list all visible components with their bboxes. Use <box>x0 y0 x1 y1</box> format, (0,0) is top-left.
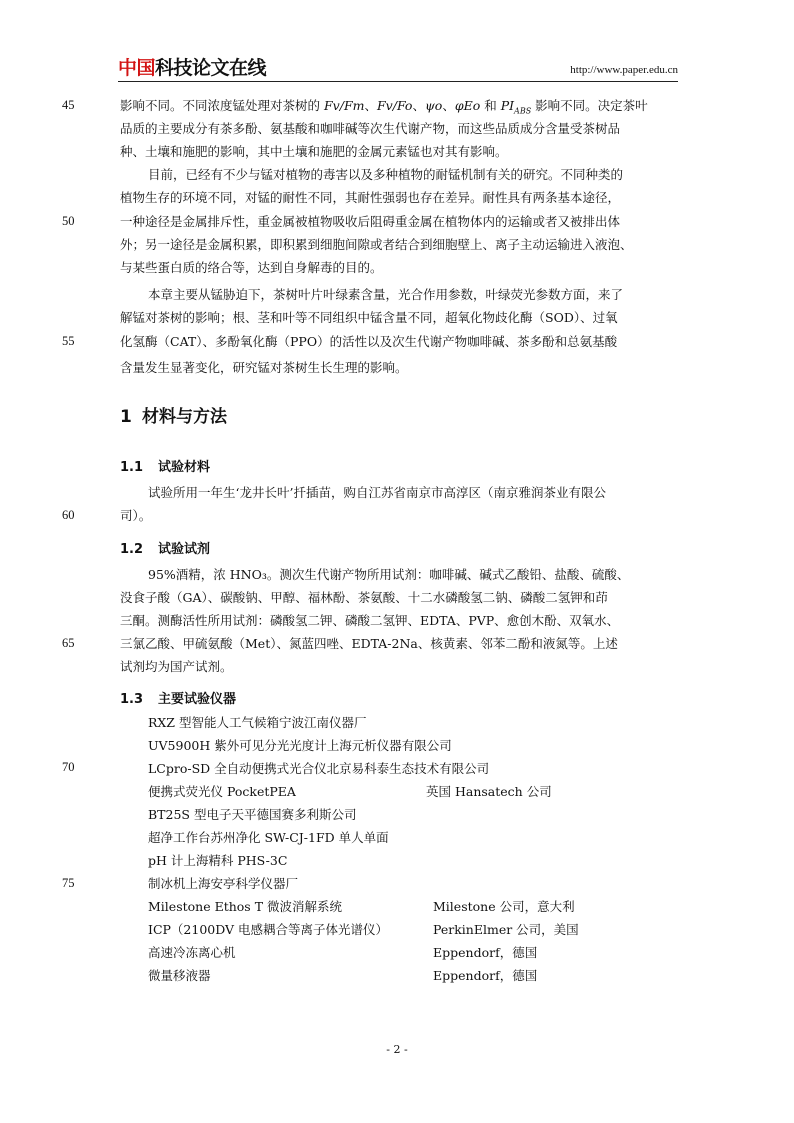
instrument-name: 制冰机上海安亭科学仪器厂 <box>148 876 299 891</box>
symbol-pi: PI <box>500 98 515 113</box>
body-line: 三氯乙酸、甲硫氨酸（Met）、氮蓝四唑、EDTA-2Na、核黄素、邻苯二酚和液氮等。上述 <box>120 636 618 651</box>
subsection-heading <box>120 688 236 707</box>
body-line: 司）。 <box>120 508 152 523</box>
subsection-title: 试验材料 <box>158 460 211 475</box>
body-line: 三酮。测酶活性所用试剂：磷酸氢二钾、磷酸二氢钾、EDTA、PVP、愈创木酚、双氧水、 <box>120 613 620 628</box>
header-url[interactable]: http://www.paper.edu.cn <box>570 64 678 76</box>
line-number: 45 <box>62 98 75 112</box>
header-rule <box>118 81 678 82</box>
body-line: 没食子酸（GA）、碳酸钠、甲醇、福林酚、茶氨酸、十二水磷酸氢二钠、磷酸二氢钾和茚 <box>120 590 608 605</box>
text-run: 、 <box>364 98 377 113</box>
instrument-maker: 英国 Hansatech 公司 <box>426 784 552 799</box>
subsection-title: 主要试验仪器 <box>158 692 237 707</box>
instrument-name: LCpro-SD 全自动便携式光合仪北京易科泰生态技术有限公司 <box>148 761 490 776</box>
text-run: 影响不同。不同浓度锰处理对茶树的 <box>120 98 321 113</box>
page-number: - 2 - <box>386 1043 408 1056</box>
instrument-maker: Milestone 公司，意大利 <box>433 899 575 914</box>
section-number: 1 <box>120 407 132 427</box>
body-line: 含量发生显著变化，研究锰对茶树生长生理的影响。 <box>120 360 408 375</box>
body-line: 一种途径是金属排斥性，重金属被植物吸收后阻碍重金属在植物体内的运输或者又被排出体 <box>120 214 621 229</box>
instrument-name: Milestone Ethos T 微波消解系统 <box>148 899 343 914</box>
instrument-maker: PerkinElmer 公司，美国 <box>433 922 579 937</box>
body-line: 解锰对茶树的影响；根、茎和叶等不同组织中锰含量不同，超氧化物歧化酶（SOD）、过氧 <box>120 310 618 325</box>
subsection-heading <box>120 456 210 475</box>
body-line: 化氢酶（CAT）、多酚氧化酶（PPO）的活性以及次生代谢产物咖啡碱、茶多酚和总氨基酸 <box>120 334 618 349</box>
line-number: 65 <box>62 636 75 650</box>
text-run: 、 <box>442 98 455 113</box>
instrument-name: ICP（2100DV 电感耦合等离子体光谱仪） <box>148 922 389 937</box>
line-number: 50 <box>62 214 75 228</box>
section-title: 材料与方法 <box>142 407 227 427</box>
instrument-name: 便携式荧光仪 PocketPEA <box>148 784 296 799</box>
subsection-number: 1.3 <box>120 692 144 707</box>
symbol-fvfo: Fv/Fo <box>377 98 413 113</box>
symbol-pi-subscript: ABS <box>514 106 532 116</box>
section-heading <box>120 402 227 427</box>
symbol-fvfm: Fv/Fm <box>324 98 365 113</box>
instrument-name: 超净工作台苏州净化 SW-CJ-1FD 单人单面 <box>148 830 389 845</box>
logo-red-text: 中国 <box>118 57 156 79</box>
text-run: 、 <box>412 98 425 113</box>
instrument-maker: Eppendorf，德国 <box>433 945 538 960</box>
logo-black-text: 科技论文在线 <box>155 57 267 79</box>
body-line: 种、土壤和施肥的影响，其中土壤和施肥的金属元素锰也对其有影响。 <box>120 144 508 159</box>
symbol-psio: ψo <box>424 98 443 113</box>
body-line: 试验所用一年生‘龙井长叶’扦插苗，购自江苏省南京市高淳区（南京雅润茶业有限公 <box>148 485 606 500</box>
line-number: 75 <box>62 876 75 890</box>
line-number: 55 <box>62 334 75 348</box>
page-header <box>118 56 678 80</box>
symbol-phieo: φEo <box>454 98 481 113</box>
subsection-title: 试验试剂 <box>158 542 211 557</box>
body-line: 试剂均为国产试剂。 <box>120 659 233 674</box>
line-number: 70 <box>62 760 75 774</box>
subsection-number: 1.1 <box>120 460 144 475</box>
body-line: 外；另一途径是金属积累，即积累到细胞间隙或者结合到细胞壁上、离子主动运输进入液泡、 <box>120 237 633 252</box>
subsection-heading <box>120 538 210 557</box>
body-line: 95%酒精，浓 HNO₃。测次生代谢产物所用试剂：咖啡碱、碱式乙酸铅、盐酸、硫酸、 <box>148 567 630 582</box>
subsection-number: 1.2 <box>120 542 144 557</box>
instrument-maker: Eppendorf，德国 <box>433 968 538 983</box>
instrument-name: RXZ 型智能人工气候箱宁波江南仪器厂 <box>148 715 367 730</box>
body-line: 与某些蛋白质的络合等，达到自身解毒的目的。 <box>120 260 383 275</box>
body-line: 目前，已经有不少与锰对植物的毒害以及多种植物的耐锰机制有关的研究。不同种类的 <box>148 167 624 182</box>
instrument-name: UV5900H 紫外可见分光光度计上海元析仪器有限公司 <box>148 738 452 753</box>
journal-logo <box>118 56 266 80</box>
body-line: 植物生存的环境不同，对锰的耐性不同，其耐性强弱也存在差异。耐性具有两条基本途径， <box>120 190 621 205</box>
instrument-name: pH 计上海精科 PHS-3C <box>148 853 288 868</box>
instrument-name: 高速冷冻离心机 <box>148 945 236 960</box>
instrument-name: BT25S 型电子天平德国赛多利斯公司 <box>148 807 357 822</box>
text-run: 影响不同。决定茶叶 <box>531 98 648 113</box>
body-line: 本章主要从锰胁迫下，茶树叶片叶绿素含量，光合作用参数，叶绿荧光参数方面，来了 <box>148 287 624 302</box>
instrument-name: 微量移液器 <box>148 968 211 983</box>
body-line: 品质的主要成分有茶多酚、氨基酸和咖啡碱等次生代谢产物，而这些品质成分含量受茶树品 <box>120 121 621 136</box>
text-run: 和 <box>480 98 501 113</box>
line-number: 60 <box>62 508 75 522</box>
